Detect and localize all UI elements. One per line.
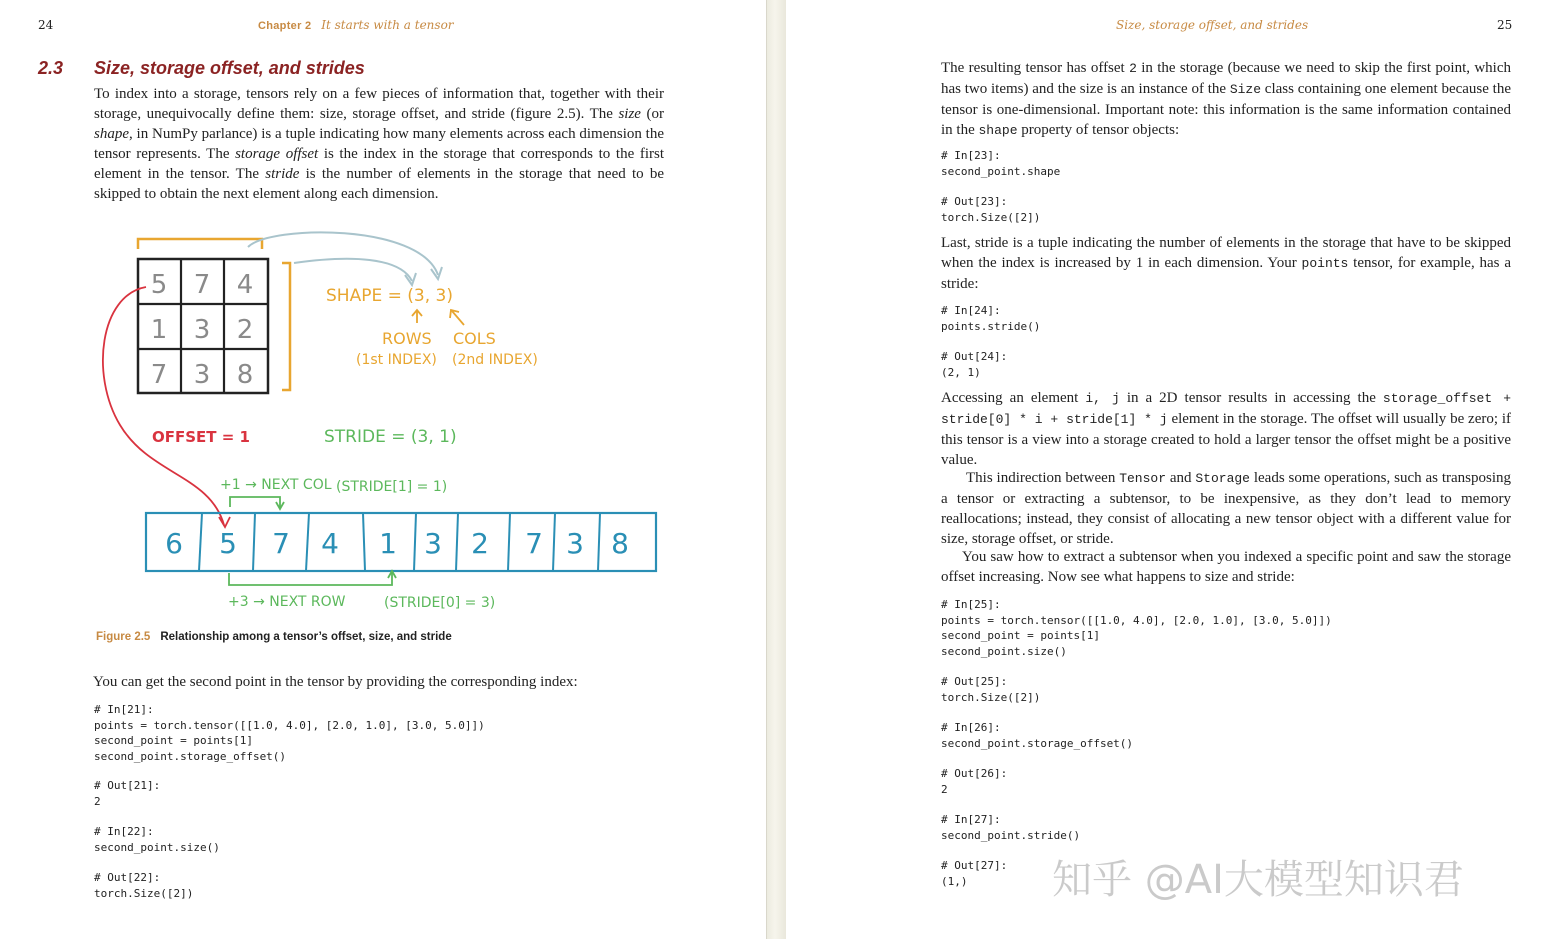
page-number: 25 (1497, 18, 1513, 32)
access-paragraph: Accessing an element i, j in a 2D tensor results in accessing the storage_offset + stride[0] * i + stride[1] * j element in the storage. The offset will usually be zero; if this tensor is a view into a storage created to hold a larger tensor the offset might be a positive value. (941, 390, 1511, 468)
next-row-stride-label: (STRIDE[0] = 3) (384, 595, 496, 611)
code-out24: # Out[24]: (2, 1) (941, 350, 1008, 379)
grid-cell: 8 (236, 360, 254, 390)
code-in26: # In[26]: second_point.storage_offset() (941, 721, 1134, 750)
grid-cell: 2 (236, 315, 254, 345)
next-col-label: +1 → NEXT COL (220, 477, 332, 493)
shape-label: SHAPE = (3, 3) (326, 286, 453, 306)
code-out22: # Out[22]: torch.Size([2]) (94, 871, 194, 900)
grid-cell: 3 (193, 315, 211, 345)
figure-caption-text: Relationship among a tensor’s offset, size, and stride (160, 631, 452, 643)
code-out27: # Out[27]: (1,) (941, 859, 1008, 888)
next-row-label: +3 → NEXT ROW (228, 594, 346, 610)
cols-sub-label: (2nd INDEX) (452, 352, 538, 368)
book-spine (766, 0, 787, 939)
code-out23: # Out[23]: torch.Size([2]) (941, 195, 1041, 224)
chapter-label: Chapter 2 (258, 20, 312, 32)
code-out21: # Out[21]: 2 (94, 779, 161, 808)
intro-paragraph: To index into a storage, tensors rely on a few pieces of information that, together with their storage, unequivocally define them: size, storage offset, and stride (figure 2.5). The size (or shape, in NumPy parlance) is a tuple indicating how many elements across each dimension the tensor represents. The storage offset is the index in the storage that corresponds to the first element in the tensor. The stride is the number of elements in the storage that need to be skipped to obtain the next element along each dimension. (94, 86, 664, 202)
section-title: Size, storage offset, and strides (94, 58, 365, 78)
grid-cell: 3 (193, 360, 211, 390)
rows-sub-label: (1st INDEX) (356, 352, 437, 368)
code-in27: # In[27]: second_point.stride() (941, 813, 1081, 842)
shape-bracket-top (138, 239, 262, 249)
code-out26: # Out[26]: 2 (941, 767, 1008, 796)
next-col-bracket (230, 497, 280, 507)
code-in21: # In[21]: points = torch.tensor([[1.0, 4.0], [2.0, 1.0], [3.0, 5.0]]) second_point = points[1] second_point.storage_offset() (94, 703, 485, 763)
running-head (258, 18, 454, 32)
next-col-stride-label: (STRIDE[1] = 1) (336, 479, 448, 495)
storage-cell: 4 (321, 527, 339, 560)
watermark: 知乎 @AI大模型知识君 (1052, 857, 1464, 903)
offset-paragraph: The resulting tensor has offset 2 in the storage (because we need to skip the first point, which has two items) and the size is an instance of the Size class containing one element because the tensor is one-dimensional. Important note: this information is the same information contained in the shape property of tensor objects: (941, 60, 1512, 138)
subtensor-paragraph: You saw how to extract a subtensor when you indexed a specific point and saw the storage offset increasing. Now see what happens to size and stride: (941, 549, 1511, 585)
storage-cell: 7 (272, 527, 290, 560)
storage-cell: 8 (611, 527, 629, 560)
shape-bracket-right (282, 263, 290, 390)
left-page (0, 0, 766, 939)
grid-cell: 1 (150, 315, 168, 345)
stride-label: STRIDE = (3, 1) (324, 427, 457, 447)
cols-label: COLS (453, 329, 496, 348)
indirection-paragraph: This indirection between Tensor and Storage leads some operations, such as transposing a tensor or extracting a subtensor, to be inexpensive, as they don’t lead to memory reallocations; instead, they consist of allocating a new tensor object with a different value for size, storage offset, or stride. (941, 470, 1511, 547)
storage-cell: 3 (566, 527, 584, 560)
offset-label: OFFSET = 1 (152, 428, 250, 446)
figure-label: Figure 2.5 (96, 631, 151, 643)
section-number: 2.3 (38, 58, 64, 78)
figure-caption (96, 631, 452, 643)
second-point-paragraph: You can get the second point in the tensor by providing the corresponding index: (93, 674, 578, 690)
storage-cell: 6 (165, 527, 183, 560)
code-in25: # In[25]: points = torch.tensor([[1.0, 4.0], [2.0, 1.0], [3.0, 5.0]]) second_point = points[1] second_point.size() (941, 598, 1332, 658)
tensor-grid (138, 259, 268, 393)
running-head: Size, storage offset, and strides (1116, 18, 1309, 32)
rows-arrow (294, 259, 412, 281)
chapter-title: It starts with a tensor (321, 18, 454, 32)
storage-cell: 1 (379, 527, 397, 560)
grid-cell: 4 (236, 270, 254, 300)
rows-label: ROWS (382, 329, 432, 348)
stride-paragraph: Last, stride is a tuple indicating the number of elements in the storage that have to be skipped when the index is increased by 1 in each dimension. Your points tensor, for example, has a stride: (941, 235, 1512, 292)
grid-cell: 5 (150, 270, 168, 300)
cols-arrow (248, 232, 438, 275)
storage-cell: 7 (525, 527, 543, 560)
code-in24: # In[24]: points.stride() (941, 304, 1041, 333)
code-out25: # Out[25]: torch.Size([2]) (941, 675, 1041, 704)
next-row-bracket (229, 573, 392, 585)
grid-cell: 7 (150, 360, 168, 390)
storage-cell: 2 (471, 527, 489, 560)
storage-cell: 3 (424, 527, 442, 560)
right-page (786, 0, 1559, 939)
storage-cell: 5 (219, 527, 237, 560)
grid-cell: 7 (193, 270, 211, 300)
tensor-figure (90, 225, 670, 620)
code-in22: # In[22]: second_point.size() (94, 825, 220, 854)
code-in23: # In[23]: second_point.shape (941, 149, 1061, 178)
page-number: 24 (38, 18, 54, 32)
